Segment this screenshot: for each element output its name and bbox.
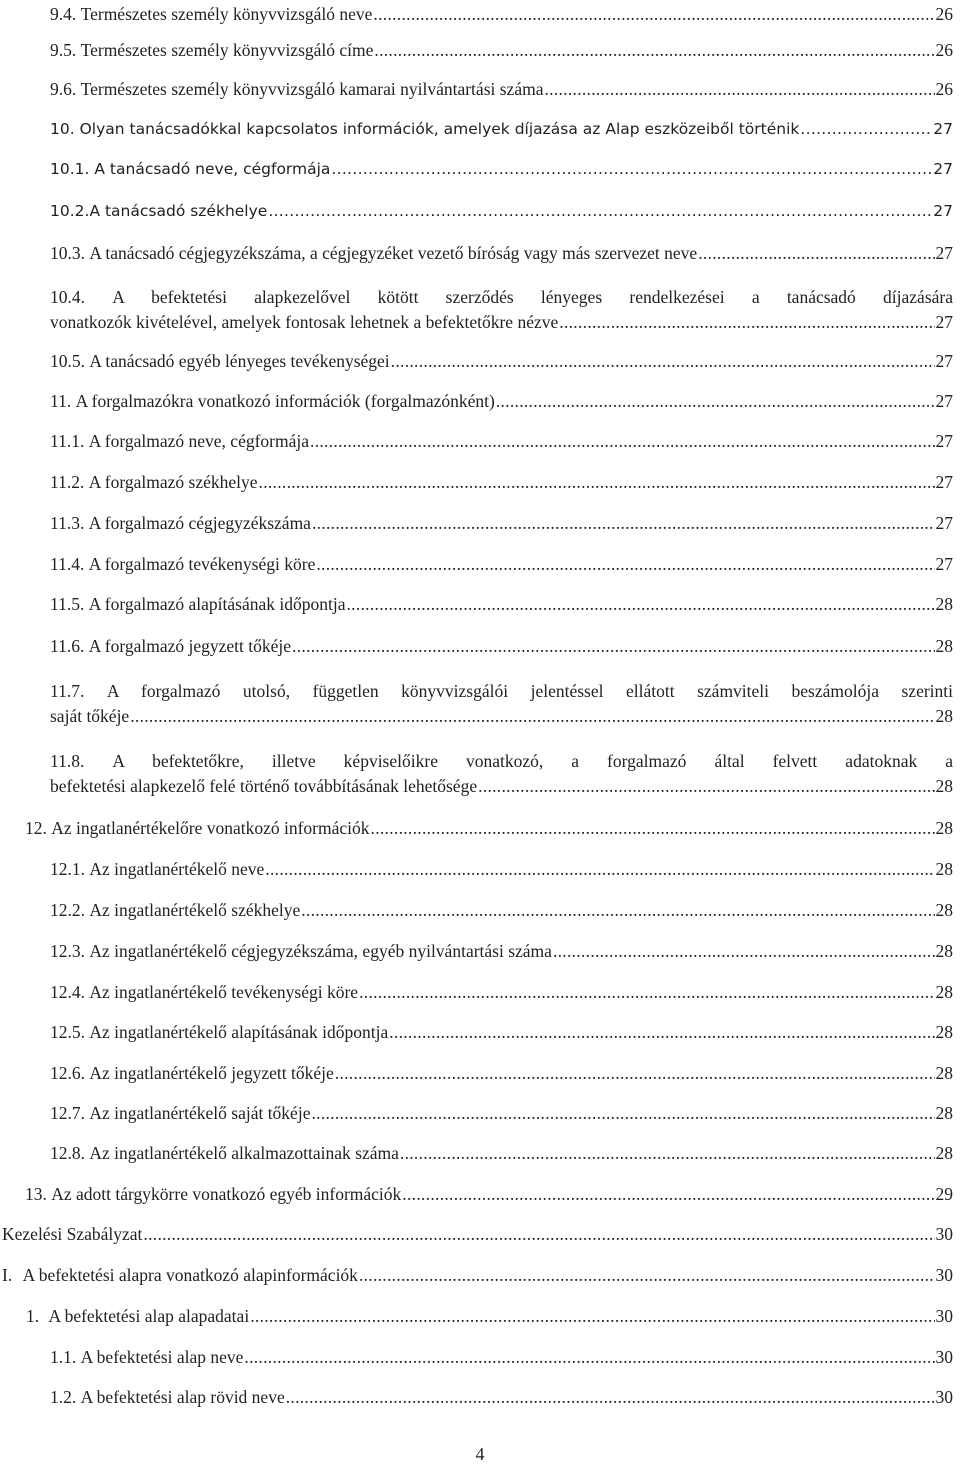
toc-page-number: 28 — [935, 1103, 953, 1123]
toc-number: 10.5. — [50, 351, 85, 371]
toc-entry[interactable] — [50, 391, 953, 411]
toc-entry[interactable] — [50, 1063, 953, 1083]
toc-title: Az ingatlanértékelő székhelye — [89, 900, 301, 920]
toc-number: 11.7. — [50, 681, 85, 701]
leader-dots — [373, 4, 934, 24]
toc-entry[interactable] — [50, 201, 953, 221]
toc-number: 12.6. — [50, 1063, 85, 1083]
toc-page-number: 28 — [935, 1143, 953, 1163]
toc-page-number: 26 — [935, 4, 953, 24]
toc-title-continued: vonatkozók kivételével, amelyek fontosak lehetnek a befektetőkre nézve — [50, 312, 559, 332]
toc-title-continued: befektetési alapkezelő felé történő továbbításának lehetősége — [50, 776, 478, 796]
toc-entry[interactable] — [50, 859, 953, 879]
leader-dots — [391, 351, 935, 371]
leader-dots — [800, 119, 932, 139]
toc-page-number: 28 — [935, 1022, 953, 1042]
toc-entry[interactable] — [50, 636, 953, 656]
toc-entry[interactable] — [50, 159, 953, 179]
toc-number: 12.8. — [50, 1143, 85, 1163]
leader-dots — [359, 1265, 935, 1285]
leader-dots — [402, 1184, 934, 1204]
toc-number: 10. — [50, 120, 75, 138]
toc-entry[interactable] — [50, 472, 953, 492]
toc-page-number: 27 — [935, 472, 953, 492]
leader-dots — [331, 159, 932, 179]
toc-entry[interactable] — [50, 40, 953, 60]
toc-page-number: 27 — [935, 391, 953, 411]
toc-page-number: 27 — [933, 120, 953, 138]
toc-number: 1. — [26, 1306, 40, 1326]
toc-entry[interactable] — [50, 554, 953, 574]
toc-number: 10.4. — [50, 287, 85, 307]
leader-dots — [359, 982, 934, 1002]
toc-entry[interactable] — [50, 1103, 953, 1123]
toc-entry[interactable] — [50, 1347, 953, 1367]
toc-number: 12.1. — [50, 859, 85, 879]
toc-title: Az ingatlanértékelő tevékenységi köre — [89, 982, 359, 1002]
toc-number: 9.5. — [50, 40, 77, 60]
toc-page-number: 28 — [935, 1063, 953, 1083]
toc-page-number: 30 — [935, 1265, 953, 1285]
toc-number: I. — [2, 1265, 13, 1285]
toc-page-number: 27 — [935, 312, 953, 332]
leader-dots — [544, 79, 934, 99]
leader-dots — [478, 776, 934, 796]
toc-number: 1.2. — [50, 1387, 77, 1407]
toc-page-number: 27 — [935, 513, 953, 533]
toc-page-number: 28 — [935, 900, 953, 920]
toc-page-number: 27 — [935, 554, 953, 574]
toc-page-number: 30 — [935, 1387, 953, 1407]
toc-number: 9.6. — [50, 79, 77, 99]
toc-page-number: 27 — [933, 202, 953, 220]
toc-entry[interactable] — [50, 676, 953, 726]
toc-number: 11.8. — [50, 751, 85, 771]
toc-entry[interactable] — [50, 746, 953, 796]
toc-number: 12.7. — [50, 1103, 85, 1123]
toc-entry[interactable] — [2, 1224, 953, 1244]
toc-number: 13. — [25, 1184, 47, 1204]
toc-entry[interactable] — [50, 1022, 953, 1042]
toc-entry[interactable] — [50, 513, 953, 533]
toc-entry[interactable] — [50, 4, 953, 24]
toc-entry[interactable] — [50, 982, 953, 1002]
toc-page-number: 28 — [935, 941, 953, 961]
toc-entry[interactable] — [50, 119, 953, 139]
toc-number: 11.4. — [50, 554, 85, 574]
page-number: 4 — [475, 1444, 485, 1464]
toc-number: 11.2. — [50, 472, 85, 492]
leader-dots — [310, 431, 934, 451]
toc-number: 11.6. — [50, 636, 85, 656]
toc-title: A forgalmazókra vonatkozó információk (forgalmazónként) — [75, 391, 495, 411]
toc-entry[interactable] — [50, 900, 953, 920]
toc-title: A befektetőkre, illetve képviselőikre vonatkozó, a forgalmazó által felvett adatoknak a — [112, 751, 953, 771]
toc-title: Természetes személy könyvvizsgáló kamarai nyilvántartási száma — [80, 79, 544, 99]
toc-title: A tanácsadó neve, cégformája — [94, 160, 331, 178]
toc-title: A forgalmazó utolsó, független könyvvizsgálói jelentéssel ellátott számviteli beszámolója szerinti — [106, 681, 953, 701]
toc-title: Az ingatlanértékelő cégjegyzékszáma, egyéb nyilvántartási száma — [89, 941, 552, 961]
toc-page-number: 28 — [935, 594, 953, 614]
leader-dots — [259, 472, 935, 492]
toc-title: A forgalmazó neve, cégformája — [88, 431, 310, 451]
leader-dots — [312, 513, 935, 533]
toc-entry[interactable] — [50, 431, 953, 451]
toc-number: 10.2. — [50, 202, 90, 220]
leader-dots — [244, 1347, 934, 1367]
toc-entry[interactable] — [50, 351, 953, 371]
leader-dots — [130, 706, 934, 726]
toc-page-number: 26 — [935, 79, 953, 99]
toc-entry[interactable] — [25, 818, 953, 838]
toc-entry[interactable] — [50, 594, 953, 614]
toc-number: 10.3. — [50, 243, 85, 263]
toc-title: Az ingatlanértékelő saját tőkéje — [89, 1103, 311, 1123]
toc-title: A forgalmazó székhelye — [88, 472, 258, 492]
toc-title: A befektetési alap neve — [80, 1347, 244, 1367]
toc-page-number: 30 — [935, 1306, 953, 1326]
leader-dots — [316, 554, 934, 574]
toc-page-number: 28 — [935, 818, 953, 838]
toc-entry[interactable] — [25, 1184, 953, 1204]
leader-dots — [400, 1143, 935, 1163]
leader-dots — [301, 900, 934, 920]
toc-entry[interactable] — [50, 1143, 953, 1163]
toc-title: A tanácsadó székhelye — [89, 202, 268, 220]
toc-number: 12.2. — [50, 900, 85, 920]
leader-dots — [268, 201, 932, 221]
toc-title: Olyan tanácsadókkal kapcsolatos információk, amelyek díjazása az Alap eszközeiből történik — [79, 120, 800, 138]
toc-title: Természetes személy könyvvizsgáló címe — [80, 40, 374, 60]
leader-dots — [143, 1224, 934, 1244]
toc-page-number: 27 — [933, 160, 953, 178]
leader-dots — [292, 636, 934, 656]
toc-title: A tanácsadó egyéb lényeges tevékenységei — [89, 351, 390, 371]
leader-dots — [374, 40, 934, 60]
leader-dots — [265, 859, 934, 879]
toc-title: Természetes személy könyvvizsgáló neve — [80, 4, 373, 24]
toc-entry[interactable] — [50, 941, 953, 961]
toc-title: A forgalmazó cégjegyzékszáma — [88, 513, 311, 533]
toc-title: A forgalmazó tevékenységi köre — [88, 554, 316, 574]
toc-title: A befektetési alapkezelővel kötött szerződés lényeges rendelkezései a tanácsadó díjazására — [112, 287, 953, 307]
toc-number: 12.3. — [50, 941, 85, 961]
leader-dots — [559, 312, 934, 332]
toc-page-number: 28 — [935, 636, 953, 656]
toc-entry[interactable] — [50, 1387, 953, 1407]
toc-title: Az ingatlanértékelő alapításának időpontja — [89, 1022, 389, 1042]
toc-number: 12.4. — [50, 982, 85, 1002]
toc-title: A forgalmazó alapításának időpontja — [88, 594, 346, 614]
toc-title: A befektetési alap rövid neve — [80, 1387, 285, 1407]
toc-number: 11.1. — [50, 431, 85, 451]
toc-number: 12. — [25, 818, 47, 838]
toc-title: Az ingatlanértékelő jegyzett tőkéje — [89, 1063, 334, 1083]
leader-dots — [250, 1306, 934, 1326]
toc-page-number: 27 — [935, 243, 953, 263]
toc-number: 11. — [50, 391, 72, 411]
toc-page-number: 28 — [935, 706, 953, 726]
toc-number: 1.1. — [50, 1347, 77, 1367]
toc-page-number: 28 — [935, 982, 953, 1002]
toc-page-number: 30 — [935, 1224, 953, 1244]
toc-title: Az ingatlanértékelő neve — [89, 859, 265, 879]
toc-page-number: 28 — [935, 859, 953, 879]
toc-title: Kezelési Szabályzat — [2, 1224, 143, 1244]
leader-dots — [335, 1063, 935, 1083]
toc-page-number: 30 — [935, 1347, 953, 1367]
toc-title-continued: saját tőkéje — [50, 706, 130, 726]
toc-title: Az adott tárgykörre vonatkozó egyéb információk — [51, 1184, 402, 1204]
toc-title: Az ingatlanértékelő alkalmazottainak száma — [89, 1143, 399, 1163]
toc-number: 10.1. — [50, 160, 90, 178]
leader-dots — [346, 594, 934, 614]
toc-page-number: 27 — [935, 351, 953, 371]
toc-entry[interactable] — [50, 243, 953, 263]
leader-dots — [389, 1022, 934, 1042]
toc-number: 9.4. — [50, 4, 77, 24]
toc-title: A forgalmazó jegyzett tőkéje — [88, 636, 292, 656]
leader-dots — [496, 391, 935, 411]
toc-title: A tanácsadó cégjegyzékszáma, a cégjegyzéket vezető bíróság vagy más szervezet neve — [89, 243, 698, 263]
toc-page-number: 27 — [935, 431, 953, 451]
toc-page-number: 29 — [935, 1184, 953, 1204]
toc-title: Az ingatlanértékelőre vonatkozó információk — [51, 818, 370, 838]
leader-dots — [371, 818, 935, 838]
leader-dots — [286, 1387, 935, 1407]
toc-title: A befektetési alapra vonatkozó alapinformációk — [22, 1265, 358, 1285]
toc-entry[interactable] — [26, 1306, 953, 1326]
toc-entry[interactable] — [50, 79, 953, 99]
toc-page-number: 26 — [935, 40, 953, 60]
toc-entry[interactable] — [2, 1265, 953, 1285]
leader-dots — [553, 941, 935, 961]
toc-title: A befektetési alap alapadatai — [48, 1306, 250, 1326]
leader-dots — [698, 243, 934, 263]
toc-number: 11.5. — [50, 594, 85, 614]
leader-dots — [311, 1103, 934, 1123]
toc-entry[interactable] — [50, 282, 953, 332]
toc-number: 11.3. — [50, 513, 85, 533]
toc-page-number: 28 — [935, 776, 953, 796]
toc-number: 12.5. — [50, 1022, 85, 1042]
